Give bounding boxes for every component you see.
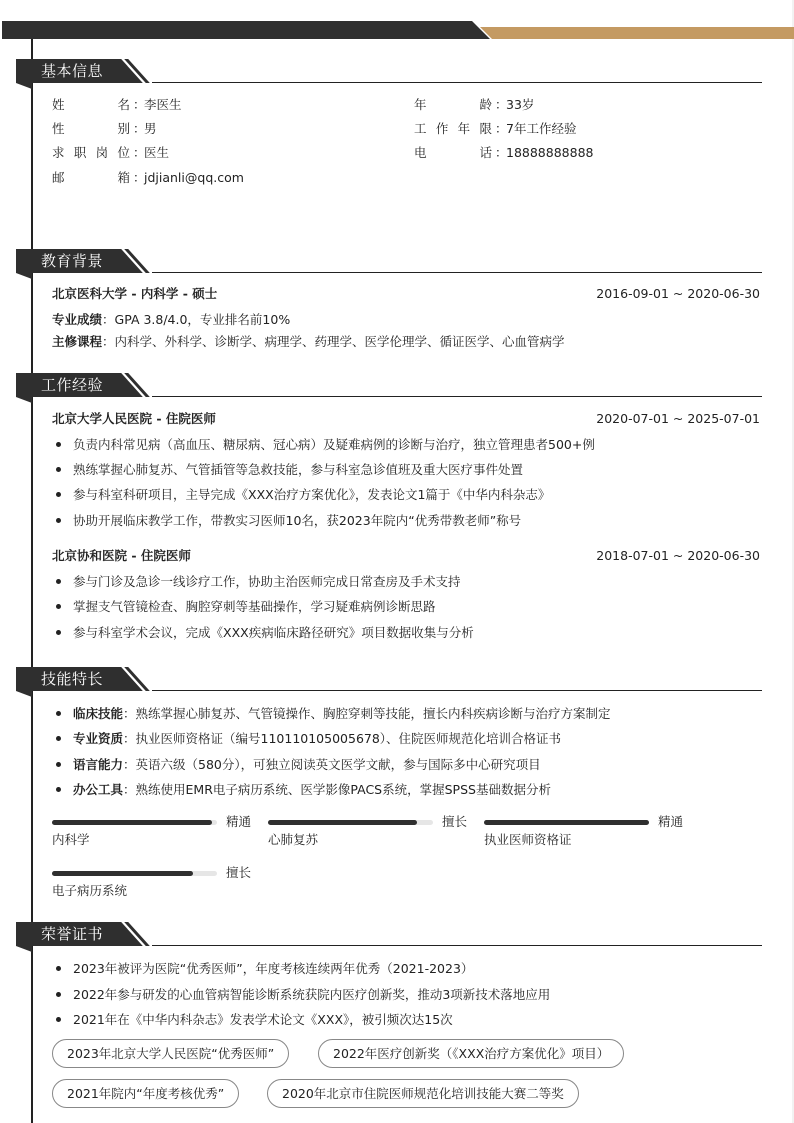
- info-row-experience: 工作年限 ：7年工作经验: [414, 119, 576, 139]
- section-header: [16, 667, 762, 693]
- bullet-dot-icon: [56, 442, 61, 447]
- info-row-name: 姓名 ：李医生: [52, 95, 182, 115]
- info-row-position: 求职岗位 ：医生: [52, 143, 169, 163]
- detail-label: 专业成绩: [52, 312, 103, 327]
- bar-fill: [52, 820, 212, 825]
- section-skills: [16, 667, 762, 693]
- info-value[interactable]: jdjianli@qq.com: [144, 170, 244, 185]
- job-title: 北京协和医院 - 住院医师: [52, 548, 191, 563]
- honor-item: 2022年参与研发的心血管病智能诊断系统获院内医疗创新奖，推动3项新技术落地应用: [52, 985, 550, 1005]
- education-detail-gpa: [52, 310, 290, 330]
- info-label: 年龄: [414, 97, 492, 112]
- honor-item: 2023年被评为医院“优秀医师”，年度考核连续两年优秀（2021-2023）: [52, 959, 473, 979]
- bullet-dot-icon: [56, 518, 61, 523]
- skill-name: 电子病历系统: [52, 883, 128, 898]
- section-honors: [16, 922, 762, 948]
- section-title: 基本信息: [41, 62, 104, 80]
- bullet-dot-icon: [56, 787, 61, 792]
- section-divider: [152, 82, 762, 83]
- job-bullet: 参与科室学术会议，完成《XXX疾病临床路径研究》项目数据收集与分析: [52, 623, 474, 643]
- section-tab-fold: [16, 273, 32, 279]
- section-header: [16, 249, 762, 275]
- bullet-dot-icon: [56, 630, 61, 635]
- section-tab-fold: [16, 691, 32, 697]
- job-date: 2018-07-01 ~ 2020-06-30: [596, 548, 760, 563]
- section-title: 荣誉证书: [41, 925, 104, 943]
- bullet-dot-icon: [56, 992, 61, 997]
- honor-item: 2021年在《中华内科杂志》发表学术论文《XXX》，被引频次达15次: [52, 1010, 453, 1030]
- header-dark-bar: [2, 21, 490, 39]
- section-title: 技能特长: [41, 670, 104, 688]
- section-tab-fold: [16, 397, 32, 403]
- bar-fill: [52, 871, 193, 876]
- section-tab-fold: [16, 946, 32, 952]
- info-value: 7年工作经验: [506, 121, 577, 136]
- skill-name: 心肺复苏: [268, 832, 319, 847]
- info-label: 性别: [52, 121, 130, 136]
- bullet-dot-icon: [56, 711, 61, 716]
- section-title: 工作经验: [41, 376, 104, 394]
- section-divider: [152, 690, 762, 691]
- skill-level: 擅长: [226, 865, 252, 880]
- detail-label: 主修课程: [52, 334, 103, 349]
- info-value: 李医生: [144, 97, 182, 112]
- bullet-dot-icon: [56, 1017, 61, 1022]
- info-row-phone: 电话 ：18888888888: [414, 143, 593, 163]
- info-value: 18888888888: [506, 145, 594, 160]
- section-header: [16, 373, 762, 399]
- job-bullet: 掌握支气管镜检查、胸腔穿刺等基础操作，学习疑难病例诊断思路: [52, 597, 436, 617]
- honor-tag: 2020年北京市住院医师规范化培训技能大赛二等奖: [267, 1079, 579, 1108]
- skill-level: 擅长: [442, 814, 468, 829]
- left-vertical-line: [31, 39, 33, 1123]
- bullet-dot-icon: [56, 762, 61, 767]
- section-basic-info: [16, 59, 762, 85]
- education-detail-courses: [52, 332, 565, 352]
- job-bullet: 协助开展临床教学工作，带教实习医师10名，获2023年院内“优秀带教老师”称号: [52, 511, 521, 531]
- section-title: 教育背景: [41, 252, 104, 270]
- skill-name: 内科学: [52, 832, 90, 847]
- skill-item: 临床技能：熟练掌握心肺复苏、气管镜操作、胸腔穿刺等技能，擅长内科疾病诊断与治疗方案制定: [52, 704, 611, 724]
- skill-item: 专业资质：执业医师资格证（编号110110105005678）、住院医师规范化培训合格证书: [52, 729, 561, 749]
- info-row-age: 年龄 ：33岁: [414, 95, 534, 115]
- honor-tag: 2022年医疗创新奖（《XXX治疗方案优化》项目）: [318, 1039, 624, 1068]
- honor-tag: 2021年院内“年度考核优秀”: [52, 1079, 239, 1108]
- job-bullet: 熟练掌握心肺复苏、气管插管等急救技能，参与科室急诊值班及重大医疗事件处置: [52, 460, 523, 480]
- section-header: [16, 922, 762, 948]
- bullet-dot-icon: [56, 467, 61, 472]
- bullet-dot-icon: [56, 736, 61, 741]
- section-divider: [152, 396, 762, 397]
- job-date: 2020-07-01 ~ 2025-07-01: [596, 411, 760, 426]
- skill-item: 办公工具：熟练使用EMR电子病历系统、医学影像PACS系统，掌握SPSS基础数据分析: [52, 780, 551, 800]
- detail-value: ：内科学、外科学、诊断学、病理学、药理学、医学伦理学、循证医学、心血管病学: [102, 334, 565, 349]
- info-value: 33岁: [506, 97, 535, 112]
- header-gold-bar: [480, 27, 794, 39]
- detail-value: ：GPA 3.8/4.0，专业排名前10%: [102, 312, 291, 327]
- section-divider: [152, 945, 762, 946]
- honor-tag: 2023年北京大学人民医院“优秀医师”: [52, 1039, 289, 1068]
- info-label: 工作年限: [414, 121, 492, 136]
- info-label: 姓名: [52, 97, 130, 112]
- info-value: 男: [144, 121, 157, 136]
- info-label: 电话: [414, 145, 492, 160]
- section-header: [16, 59, 762, 85]
- education-date: 2016-09-01 ~ 2020-06-30: [596, 286, 760, 301]
- bullet-dot-icon: [56, 966, 61, 971]
- skill-item: 语言能力：英语六级（580分），可独立阅读英文医学文献，参与国际多中心研究项目: [52, 755, 541, 775]
- info-row-gender: 性别 ：男: [52, 119, 157, 139]
- skill-level: 精通: [658, 814, 684, 829]
- section-tab-fold: [16, 83, 32, 89]
- job-bullet: 参与科室科研项目，主导完成《XXX治疗方案优化》，发表论文1篇于《中华内科杂志》: [52, 485, 550, 505]
- bullet-dot-icon: [56, 579, 61, 584]
- education-title: 北京医科大学 - 内科学 - 硕士: [52, 286, 218, 301]
- section-education: [16, 249, 762, 275]
- info-label: 求职岗位: [52, 145, 130, 160]
- bullet-dot-icon: [56, 604, 61, 609]
- job-bullet: 负责内科常见病（高血压、糖尿病、冠心病）及疑难病例的诊断与治疗，独立管理患者500+例: [52, 435, 595, 455]
- job-bullet: 参与门诊及急诊一线诊疗工作，协助主治医师完成日常查房及手术支持: [52, 572, 461, 592]
- bar-fill: [268, 820, 417, 825]
- bar-fill: [484, 820, 649, 825]
- bullet-dot-icon: [56, 492, 61, 497]
- section-work: [16, 373, 762, 399]
- info-value: 医生: [144, 145, 170, 160]
- job-title: 北京大学人民医院 - 住院医师: [52, 411, 216, 426]
- info-row-email: 邮箱 ：jdjianli@qq.com: [52, 168, 244, 188]
- skill-level: 精通: [226, 814, 252, 829]
- skill-name: 执业医师资格证: [484, 832, 572, 847]
- section-divider: [152, 272, 762, 273]
- info-label: 邮箱: [52, 170, 130, 185]
